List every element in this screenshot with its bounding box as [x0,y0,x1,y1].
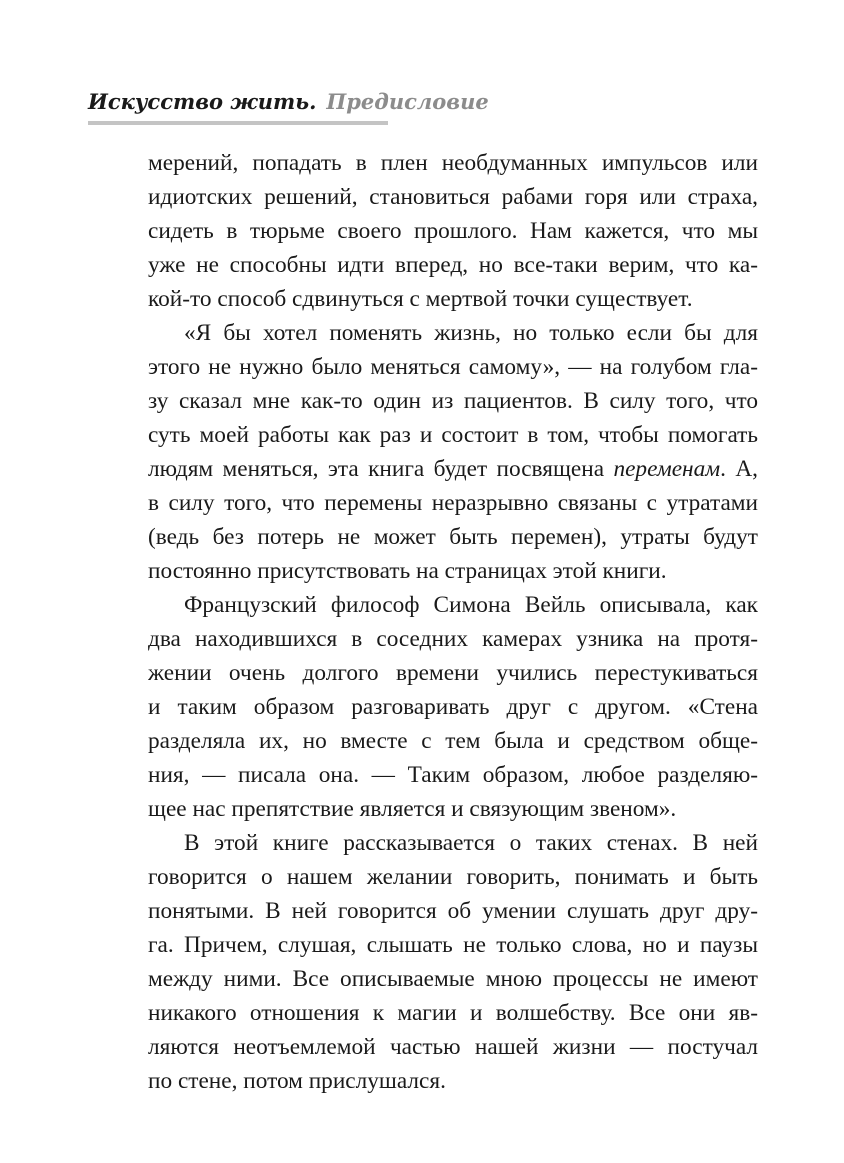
text-line: щее нас препятствие является и связующим звеном». [148,796,677,822]
text-line: идиотских решений, становиться рабами горя или страха, [148,184,758,210]
text-line: В этой книге рассказывается о таких стенах. В ней [184,830,758,856]
text-line: кой-то способ сдвинуться с мертвой точки существует. [148,286,693,312]
text-segment: людям меняться, эта книга будет посвящена [148,456,614,482]
text-line: Французский философ Симона Вейль описывала, как [184,592,758,618]
text-line: два находившихся в соседних камерах узника на протя- [148,626,758,652]
text-line: между ними. Все описываемые мною процессы не имеют [148,966,758,992]
chapter-title: Предисловие [326,89,489,114]
text-line: «Я бы хотел поменять жизнь, но только если бы для [184,320,758,346]
body-text [148,146,758,1098]
text-line: постоянно присутствовать на страницах этой книги. [148,558,667,584]
text-line: ляются неотъемлемой частью нашей жизни — постучал [148,1034,758,1060]
running-head [88,88,489,116]
text-line: жении очень долгого времени учились перестукиваться [148,660,758,686]
text-line: (ведь без потерь не может быть перемен), утраты будут [148,524,758,550]
text-line: суть моей работы как раз и состоит в том, чтобы помогать [148,422,758,448]
text-line: ния, — писала она. — Таким образом, любое разделяю- [148,762,758,788]
text-line: зу сказал мне как-то один из пациентов. В силу того, что [148,388,758,414]
text-line: и таким образом разговаривать друг с другом. «Стена [148,694,758,720]
text-line: мерений, попадать в плен необдуманных импульсов или [148,150,758,176]
emphasis-word: переменам [613,456,721,482]
text-line: говорится о нашем желании говорить, понимать и быть [148,864,758,890]
text-line: разделяла их, но вместе с тем была и средством обще- [148,728,758,754]
text-line: никакого отношения к магии и волшебству. Все они яв- [148,1000,758,1026]
text-line: понятыми. В ней говорится об умении слушать друг дру- [148,898,758,924]
text-line: уже не способны идти вперед, но все-таки верим, что ка- [148,252,758,278]
text-line: по стене, потом прислушался. [148,1068,446,1094]
text-line-with-emphasis [148,452,758,486]
header-rule [88,121,388,125]
book-title: Искусство жить. [88,89,317,114]
text-segment: . А, [720,456,758,482]
text-line: га. Причем, слушая, слышать не только слова, но и паузы [148,932,758,958]
text-line: этого не нужно было меняться самому», — на голубом гла- [148,354,758,380]
text-line: в силу того, что перемены неразрывно связаны с утратами [148,490,758,516]
text-line: сидеть в тюрьме своего прошлого. Нам кажется, что мы [148,218,758,244]
